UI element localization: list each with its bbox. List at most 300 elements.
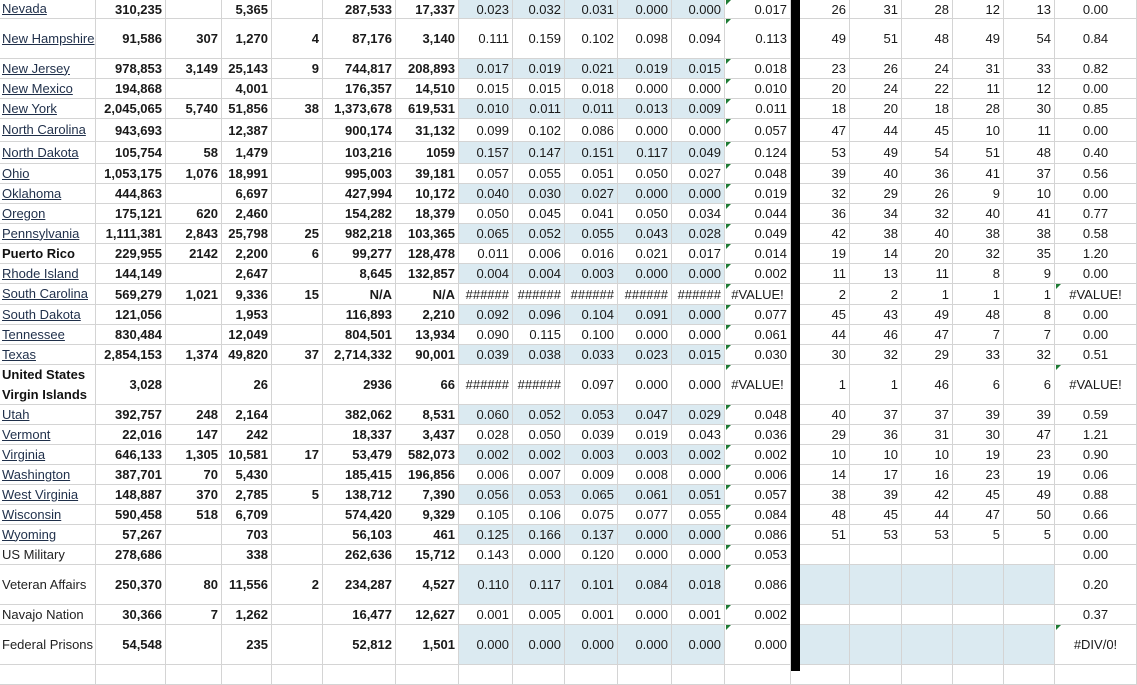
count-cell-f[interactable]: 138,712 — [323, 485, 396, 504]
count-cell-g[interactable]: 7,390 — [396, 485, 459, 504]
count-cell-f[interactable]: 2,714,332 — [323, 345, 396, 364]
rank-cell[interactable]: 40 — [902, 224, 953, 243]
ratio-cell[interactable]: 0.043 — [618, 224, 672, 243]
score-cell[interactable]: 0.82 — [1055, 59, 1137, 78]
ratio-cell[interactable]: 0.100 — [565, 325, 618, 344]
ratio-cell[interactable]: 0.006 — [513, 244, 565, 263]
rank-cell[interactable]: 38 — [953, 224, 1004, 243]
rank-cell[interactable] — [953, 625, 1004, 664]
score-cell[interactable]: 0.06 — [1055, 465, 1137, 484]
count-cell-g[interactable]: N/A — [396, 284, 459, 304]
ratio-cell[interactable]: 0.091 — [618, 305, 672, 324]
state-name-cell[interactable]: Federal Prisons — [0, 625, 96, 664]
score-cell[interactable] — [1055, 665, 1137, 684]
ratio-cell[interactable]: 0.159 — [513, 19, 565, 58]
ratio-cell[interactable]: ###### — [513, 284, 565, 304]
count-cell-g[interactable]: 3,140 — [396, 19, 459, 58]
count-cell-d[interactable]: 2,460 — [222, 204, 272, 223]
count-cell-d[interactable]: 10,581 — [222, 445, 272, 464]
count-cell-e[interactable] — [272, 204, 323, 223]
state-name-cell[interactable]: New Hampshire — [0, 19, 96, 58]
rank-cell[interactable]: 11 — [953, 79, 1004, 98]
count-cell-b[interactable]: 91,586 — [96, 19, 166, 58]
count-cell-c[interactable]: 620 — [166, 204, 222, 223]
ratio-cell[interactable]: 0.001 — [459, 605, 513, 624]
count-cell-d[interactable]: 242 — [222, 425, 272, 444]
count-cell-f[interactable] — [323, 665, 396, 684]
rank-cell[interactable]: 1 — [1004, 284, 1055, 304]
count-cell-e[interactable] — [272, 405, 323, 424]
rank-cell[interactable] — [800, 665, 850, 684]
count-cell-g[interactable]: 14,510 — [396, 79, 459, 98]
ratio-cell[interactable]: 0.000 — [565, 625, 618, 664]
rank-cell[interactable] — [1004, 605, 1055, 624]
rank-cell[interactable] — [1004, 625, 1055, 664]
count-cell-g[interactable]: 8,531 — [396, 405, 459, 424]
rank-cell[interactable]: 10 — [850, 445, 902, 464]
state-name-cell[interactable]: Oregon — [0, 204, 96, 223]
state-name-cell[interactable]: Texas — [0, 345, 96, 364]
average-ratio-cell[interactable] — [725, 665, 791, 684]
rank-cell[interactable]: 14 — [800, 465, 850, 484]
state-name-cell[interactable]: Vermont — [0, 425, 96, 444]
count-cell-d[interactable]: 1,953 — [222, 305, 272, 324]
score-cell[interactable]: 0.59 — [1055, 405, 1137, 424]
average-ratio-cell[interactable]: 0.077 — [725, 305, 791, 324]
count-cell-b[interactable]: 175,121 — [96, 204, 166, 223]
rank-cell[interactable] — [953, 565, 1004, 604]
rank-cell[interactable] — [850, 625, 902, 664]
score-cell[interactable]: #VALUE! — [1055, 365, 1137, 404]
ratio-cell[interactable]: 0.027 — [565, 184, 618, 203]
ratio-cell[interactable]: 0.004 — [459, 264, 513, 283]
count-cell-g[interactable]: 196,856 — [396, 465, 459, 484]
ratio-cell[interactable]: 0.000 — [513, 545, 565, 564]
count-cell-b[interactable]: 1,053,175 — [96, 164, 166, 183]
ratio-cell[interactable]: 0.000 — [672, 0, 725, 18]
rank-cell[interactable]: 53 — [800, 142, 850, 163]
count-cell-c[interactable] — [166, 525, 222, 544]
count-cell-d[interactable]: 25,798 — [222, 224, 272, 243]
rank-cell[interactable]: 11 — [800, 264, 850, 283]
count-cell-e[interactable] — [272, 305, 323, 324]
count-cell-d[interactable]: 12,049 — [222, 325, 272, 344]
average-ratio-cell[interactable]: #VALUE! — [725, 365, 791, 404]
rank-cell[interactable]: 42 — [902, 485, 953, 504]
state-name-cell[interactable]: New Jersey — [0, 59, 96, 78]
rank-cell[interactable]: 33 — [1004, 59, 1055, 78]
rank-cell[interactable]: 9 — [1004, 264, 1055, 283]
rank-cell[interactable]: 20 — [800, 79, 850, 98]
score-cell[interactable]: 0.58 — [1055, 224, 1137, 243]
ratio-cell[interactable]: 0.055 — [513, 164, 565, 183]
rank-cell[interactable]: 49 — [902, 305, 953, 324]
ratio-cell[interactable]: 0.003 — [618, 445, 672, 464]
rank-cell[interactable]: 10 — [902, 445, 953, 464]
count-cell-g[interactable]: 1,501 — [396, 625, 459, 664]
count-cell-d[interactable] — [222, 665, 272, 684]
count-cell-c[interactable] — [166, 625, 222, 664]
count-cell-c[interactable] — [166, 325, 222, 344]
ratio-cell[interactable]: 0.096 — [513, 305, 565, 324]
ratio-cell[interactable]: 0.104 — [565, 305, 618, 324]
score-cell[interactable]: 0.51 — [1055, 345, 1137, 364]
rank-cell[interactable]: 22 — [902, 79, 953, 98]
average-ratio-cell[interactable]: 0.002 — [725, 264, 791, 283]
rank-cell[interactable]: 49 — [1004, 485, 1055, 504]
average-ratio-cell[interactable]: 0.002 — [725, 445, 791, 464]
rank-cell[interactable]: 30 — [800, 345, 850, 364]
count-cell-f[interactable]: 995,003 — [323, 164, 396, 183]
count-cell-g[interactable]: 13,934 — [396, 325, 459, 344]
ratio-cell[interactable]: 0.052 — [513, 224, 565, 243]
count-cell-g[interactable]: 12,627 — [396, 605, 459, 624]
score-cell[interactable]: 0.00 — [1055, 0, 1137, 18]
count-cell-b[interactable]: 105,754 — [96, 142, 166, 163]
ratio-cell[interactable]: 0.006 — [459, 465, 513, 484]
ratio-cell[interactable]: 0.000 — [672, 264, 725, 283]
ratio-cell[interactable]: 0.023 — [459, 0, 513, 18]
ratio-cell[interactable]: 0.000 — [672, 119, 725, 141]
rank-cell[interactable]: 8 — [953, 264, 1004, 283]
rank-cell[interactable] — [850, 545, 902, 564]
count-cell-g[interactable]: 1059 — [396, 142, 459, 163]
ratio-cell[interactable]: 0.002 — [513, 445, 565, 464]
rank-cell[interactable]: 11 — [902, 264, 953, 283]
ratio-cell[interactable]: 0.019 — [618, 59, 672, 78]
rank-cell[interactable]: 5 — [1004, 525, 1055, 544]
ratio-cell[interactable]: 0.023 — [618, 345, 672, 364]
rank-cell[interactable]: 1 — [850, 365, 902, 404]
rank-cell[interactable]: 34 — [850, 204, 902, 223]
rank-cell[interactable]: 54 — [1004, 19, 1055, 58]
count-cell-b[interactable]: 30,366 — [96, 605, 166, 624]
count-cell-d[interactable]: 5,365 — [222, 0, 272, 18]
ratio-cell[interactable]: 0.021 — [565, 59, 618, 78]
rank-cell[interactable]: 32 — [850, 345, 902, 364]
state-name-cell[interactable]: Rhode Island — [0, 264, 96, 283]
ratio-cell[interactable]: 0.039 — [565, 425, 618, 444]
rank-cell[interactable]: 48 — [1004, 142, 1055, 163]
ratio-cell[interactable]: 0.034 — [672, 204, 725, 223]
count-cell-e[interactable] — [272, 264, 323, 283]
ratio-cell[interactable]: 0.143 — [459, 545, 513, 564]
count-cell-f[interactable]: 116,893 — [323, 305, 396, 324]
ratio-cell[interactable]: 0.016 — [565, 244, 618, 263]
ratio-cell[interactable]: 0.051 — [565, 164, 618, 183]
count-cell-f[interactable]: 176,357 — [323, 79, 396, 98]
ratio-cell[interactable] — [672, 665, 725, 684]
count-cell-d[interactable]: 2,200 — [222, 244, 272, 263]
rank-cell[interactable]: 49 — [953, 19, 1004, 58]
rank-cell[interactable]: 53 — [850, 525, 902, 544]
score-cell[interactable]: 0.00 — [1055, 264, 1137, 283]
count-cell-f[interactable]: 1,373,678 — [323, 99, 396, 118]
count-cell-e[interactable]: 4 — [272, 19, 323, 58]
rank-cell[interactable]: 9 — [953, 184, 1004, 203]
ratio-cell[interactable]: 0.041 — [565, 204, 618, 223]
ratio-cell[interactable] — [459, 665, 513, 684]
count-cell-g[interactable]: 66 — [396, 365, 459, 404]
ratio-cell[interactable]: 0.086 — [565, 119, 618, 141]
count-cell-g[interactable]: 461 — [396, 525, 459, 544]
ratio-cell[interactable]: 0.065 — [459, 224, 513, 243]
count-cell-e[interactable]: 6 — [272, 244, 323, 263]
count-cell-c[interactable]: 7 — [166, 605, 222, 624]
rank-cell[interactable]: 10 — [1004, 184, 1055, 203]
rank-cell[interactable]: 7 — [1004, 325, 1055, 344]
count-cell-d[interactable]: 2,785 — [222, 485, 272, 504]
state-name-cell[interactable]: New York — [0, 99, 96, 118]
count-cell-e[interactable] — [272, 79, 323, 98]
rank-cell[interactable]: 1 — [800, 365, 850, 404]
count-cell-b[interactable]: 57,267 — [96, 525, 166, 544]
count-cell-b[interactable]: 194,868 — [96, 79, 166, 98]
count-cell-f[interactable]: 574,420 — [323, 505, 396, 524]
count-cell-f[interactable]: 8,645 — [323, 264, 396, 283]
state-name-cell[interactable]: US Military — [0, 545, 96, 564]
ratio-cell[interactable]: 0.065 — [565, 485, 618, 504]
ratio-cell[interactable]: 0.000 — [672, 184, 725, 203]
state-name-cell[interactable]: Navajo Nation — [0, 605, 96, 624]
score-cell[interactable]: #VALUE! — [1055, 284, 1137, 304]
ratio-cell[interactable]: ###### — [459, 284, 513, 304]
rank-cell[interactable]: 14 — [850, 244, 902, 263]
score-cell[interactable]: 0.20 — [1055, 565, 1137, 604]
ratio-cell[interactable]: 0.002 — [459, 445, 513, 464]
rank-cell[interactable]: 37 — [1004, 164, 1055, 183]
count-cell-e[interactable] — [272, 119, 323, 141]
score-cell[interactable]: 0.40 — [1055, 142, 1137, 163]
count-cell-f[interactable]: 804,501 — [323, 325, 396, 344]
count-cell-c[interactable]: 2142 — [166, 244, 222, 263]
state-name-cell[interactable] — [0, 665, 96, 684]
rank-cell[interactable]: 48 — [902, 19, 953, 58]
rank-cell[interactable]: 19 — [1004, 465, 1055, 484]
count-cell-f[interactable]: 982,218 — [323, 224, 396, 243]
average-ratio-cell[interactable]: 0.044 — [725, 204, 791, 223]
count-cell-c[interactable] — [166, 79, 222, 98]
count-cell-b[interactable]: 569,279 — [96, 284, 166, 304]
rank-cell[interactable]: 31 — [902, 425, 953, 444]
average-ratio-cell[interactable]: 0.030 — [725, 345, 791, 364]
rank-cell[interactable]: 18 — [800, 99, 850, 118]
rank-cell[interactable]: 44 — [850, 119, 902, 141]
rank-cell[interactable]: 51 — [800, 525, 850, 544]
ratio-cell[interactable]: 0.099 — [459, 119, 513, 141]
count-cell-c[interactable] — [166, 305, 222, 324]
count-cell-c[interactable]: 2,843 — [166, 224, 222, 243]
count-cell-c[interactable]: 1,305 — [166, 445, 222, 464]
count-cell-c[interactable]: 248 — [166, 405, 222, 424]
average-ratio-cell[interactable]: 0.113 — [725, 19, 791, 58]
count-cell-f[interactable]: 99,277 — [323, 244, 396, 263]
rank-cell[interactable]: 10 — [800, 445, 850, 464]
rank-cell[interactable]: 41 — [953, 164, 1004, 183]
ratio-cell[interactable]: 0.011 — [513, 99, 565, 118]
count-cell-d[interactable]: 12,387 — [222, 119, 272, 141]
count-cell-e[interactable]: 25 — [272, 224, 323, 243]
count-cell-f[interactable]: 87,176 — [323, 19, 396, 58]
rank-cell[interactable] — [902, 605, 953, 624]
state-name-cell[interactable]: Utah — [0, 405, 96, 424]
average-ratio-cell[interactable]: 0.086 — [725, 525, 791, 544]
rank-cell[interactable]: 47 — [902, 325, 953, 344]
ratio-cell[interactable]: 0.009 — [672, 99, 725, 118]
rank-cell[interactable]: 28 — [902, 0, 953, 18]
rank-cell[interactable]: 6 — [1004, 365, 1055, 404]
ratio-cell[interactable]: 0.166 — [513, 525, 565, 544]
count-cell-f[interactable]: 53,479 — [323, 445, 396, 464]
count-cell-f[interactable]: 900,174 — [323, 119, 396, 141]
rank-cell[interactable] — [1004, 665, 1055, 684]
rank-cell[interactable]: 43 — [850, 305, 902, 324]
count-cell-e[interactable] — [272, 325, 323, 344]
count-cell-e[interactable]: 2 — [272, 565, 323, 604]
rank-cell[interactable] — [850, 565, 902, 604]
ratio-cell[interactable]: 0.110 — [459, 565, 513, 604]
rank-cell[interactable]: 51 — [850, 19, 902, 58]
ratio-cell[interactable]: 0.000 — [459, 625, 513, 664]
score-cell[interactable]: 0.88 — [1055, 485, 1137, 504]
count-cell-g[interactable]: 90,001 — [396, 345, 459, 364]
ratio-cell[interactable]: 0.084 — [618, 565, 672, 604]
state-name-cell[interactable]: Ohio — [0, 164, 96, 183]
count-cell-f[interactable]: 56,103 — [323, 525, 396, 544]
ratio-cell[interactable]: 0.002 — [672, 445, 725, 464]
ratio-cell[interactable]: 0.050 — [618, 164, 672, 183]
average-ratio-cell[interactable]: 0.019 — [725, 184, 791, 203]
ratio-cell[interactable]: 0.061 — [618, 485, 672, 504]
count-cell-b[interactable]: 3,028 — [96, 365, 166, 404]
ratio-cell[interactable]: 0.038 — [513, 345, 565, 364]
average-ratio-cell[interactable]: 0.053 — [725, 545, 791, 564]
rank-cell[interactable]: 40 — [800, 405, 850, 424]
rank-cell[interactable]: 23 — [1004, 445, 1055, 464]
state-name-cell[interactable]: South Dakota — [0, 305, 96, 324]
rank-cell[interactable]: 42 — [800, 224, 850, 243]
count-cell-e[interactable] — [272, 665, 323, 684]
rank-cell[interactable]: 36 — [850, 425, 902, 444]
ratio-cell[interactable]: 0.117 — [618, 142, 672, 163]
rank-cell[interactable]: 13 — [850, 264, 902, 283]
ratio-cell[interactable]: 0.157 — [459, 142, 513, 163]
ratio-cell[interactable]: 0.055 — [672, 505, 725, 524]
count-cell-f[interactable]: 185,415 — [323, 465, 396, 484]
count-cell-b[interactable]: 144,149 — [96, 264, 166, 283]
ratio-cell[interactable]: 0.043 — [672, 425, 725, 444]
rank-cell[interactable]: 45 — [800, 305, 850, 324]
ratio-cell[interactable]: 0.050 — [618, 204, 672, 223]
count-cell-e[interactable]: 17 — [272, 445, 323, 464]
count-cell-e[interactable]: 9 — [272, 59, 323, 78]
count-cell-e[interactable] — [272, 545, 323, 564]
ratio-cell[interactable]: 0.031 — [565, 0, 618, 18]
ratio-cell[interactable]: 0.000 — [672, 465, 725, 484]
ratio-cell[interactable]: 0.075 — [565, 505, 618, 524]
ratio-cell[interactable]: 0.029 — [672, 405, 725, 424]
count-cell-f[interactable]: 287,533 — [323, 0, 396, 18]
state-name-cell[interactable]: Virginia — [0, 445, 96, 464]
state-name-cell[interactable]: Wisconsin — [0, 505, 96, 524]
rank-cell[interactable]: 32 — [800, 184, 850, 203]
score-cell[interactable]: 0.90 — [1055, 445, 1137, 464]
ratio-cell[interactable]: 0.000 — [672, 305, 725, 324]
count-cell-b[interactable] — [96, 665, 166, 684]
ratio-cell[interactable]: 0.039 — [459, 345, 513, 364]
ratio-cell[interactable]: 0.001 — [565, 605, 618, 624]
count-cell-b[interactable]: 830,484 — [96, 325, 166, 344]
ratio-cell[interactable]: 0.056 — [459, 485, 513, 504]
average-ratio-cell[interactable]: 0.036 — [725, 425, 791, 444]
count-cell-b[interactable]: 387,701 — [96, 465, 166, 484]
count-cell-d[interactable]: 26 — [222, 365, 272, 404]
average-ratio-cell[interactable]: 0.084 — [725, 505, 791, 524]
count-cell-f[interactable]: 234,287 — [323, 565, 396, 604]
count-cell-g[interactable] — [396, 665, 459, 684]
rank-cell[interactable] — [902, 565, 953, 604]
ratio-cell[interactable]: 0.021 — [618, 244, 672, 263]
count-cell-d[interactable]: 235 — [222, 625, 272, 664]
ratio-cell[interactable]: 0.008 — [618, 465, 672, 484]
count-cell-g[interactable]: 2,210 — [396, 305, 459, 324]
rank-cell[interactable]: 45 — [902, 119, 953, 141]
ratio-cell[interactable]: 0.053 — [513, 485, 565, 504]
rank-cell[interactable]: 44 — [800, 325, 850, 344]
score-cell[interactable]: 0.85 — [1055, 99, 1137, 118]
rank-cell[interactable] — [902, 545, 953, 564]
average-ratio-cell[interactable]: 0.061 — [725, 325, 791, 344]
ratio-cell[interactable]: 0.051 — [672, 485, 725, 504]
count-cell-b[interactable]: 444,863 — [96, 184, 166, 203]
ratio-cell[interactable]: 0.019 — [618, 425, 672, 444]
rank-cell[interactable]: 32 — [1004, 345, 1055, 364]
ratio-cell[interactable]: 0.007 — [513, 465, 565, 484]
state-name-cell[interactable]: North Carolina — [0, 119, 96, 141]
rank-cell[interactable]: 28 — [953, 99, 1004, 118]
count-cell-c[interactable]: 1,021 — [166, 284, 222, 304]
ratio-cell[interactable]: 0.027 — [672, 164, 725, 183]
count-cell-d[interactable]: 1,270 — [222, 19, 272, 58]
count-cell-e[interactable]: 38 — [272, 99, 323, 118]
ratio-cell[interactable]: 0.053 — [565, 405, 618, 424]
count-cell-c[interactable] — [166, 184, 222, 203]
count-cell-c[interactable]: 147 — [166, 425, 222, 444]
rank-cell[interactable]: 53 — [902, 525, 953, 544]
ratio-cell[interactable]: 0.018 — [565, 79, 618, 98]
count-cell-b[interactable]: 646,133 — [96, 445, 166, 464]
ratio-cell[interactable]: 0.137 — [565, 525, 618, 544]
rank-cell[interactable]: 19 — [800, 244, 850, 263]
count-cell-e[interactable]: 37 — [272, 345, 323, 364]
count-cell-d[interactable]: 2,647 — [222, 264, 272, 283]
ratio-cell[interactable]: 0.001 — [672, 605, 725, 624]
rank-cell[interactable]: 36 — [902, 164, 953, 183]
score-cell[interactable]: 0.00 — [1055, 184, 1137, 203]
ratio-cell[interactable]: 0.115 — [513, 325, 565, 344]
count-cell-b[interactable]: 392,757 — [96, 405, 166, 424]
count-cell-f[interactable]: 744,817 — [323, 59, 396, 78]
rank-cell[interactable]: 32 — [953, 244, 1004, 263]
rank-cell[interactable]: 39 — [953, 405, 1004, 424]
rank-cell[interactable]: 7 — [953, 325, 1004, 344]
count-cell-c[interactable]: 370 — [166, 485, 222, 504]
count-cell-b[interactable]: 978,853 — [96, 59, 166, 78]
count-cell-b[interactable]: 121,056 — [96, 305, 166, 324]
ratio-cell[interactable]: 0.000 — [672, 545, 725, 564]
rank-cell[interactable]: 24 — [850, 79, 902, 98]
ratio-cell[interactable]: 0.045 — [513, 204, 565, 223]
